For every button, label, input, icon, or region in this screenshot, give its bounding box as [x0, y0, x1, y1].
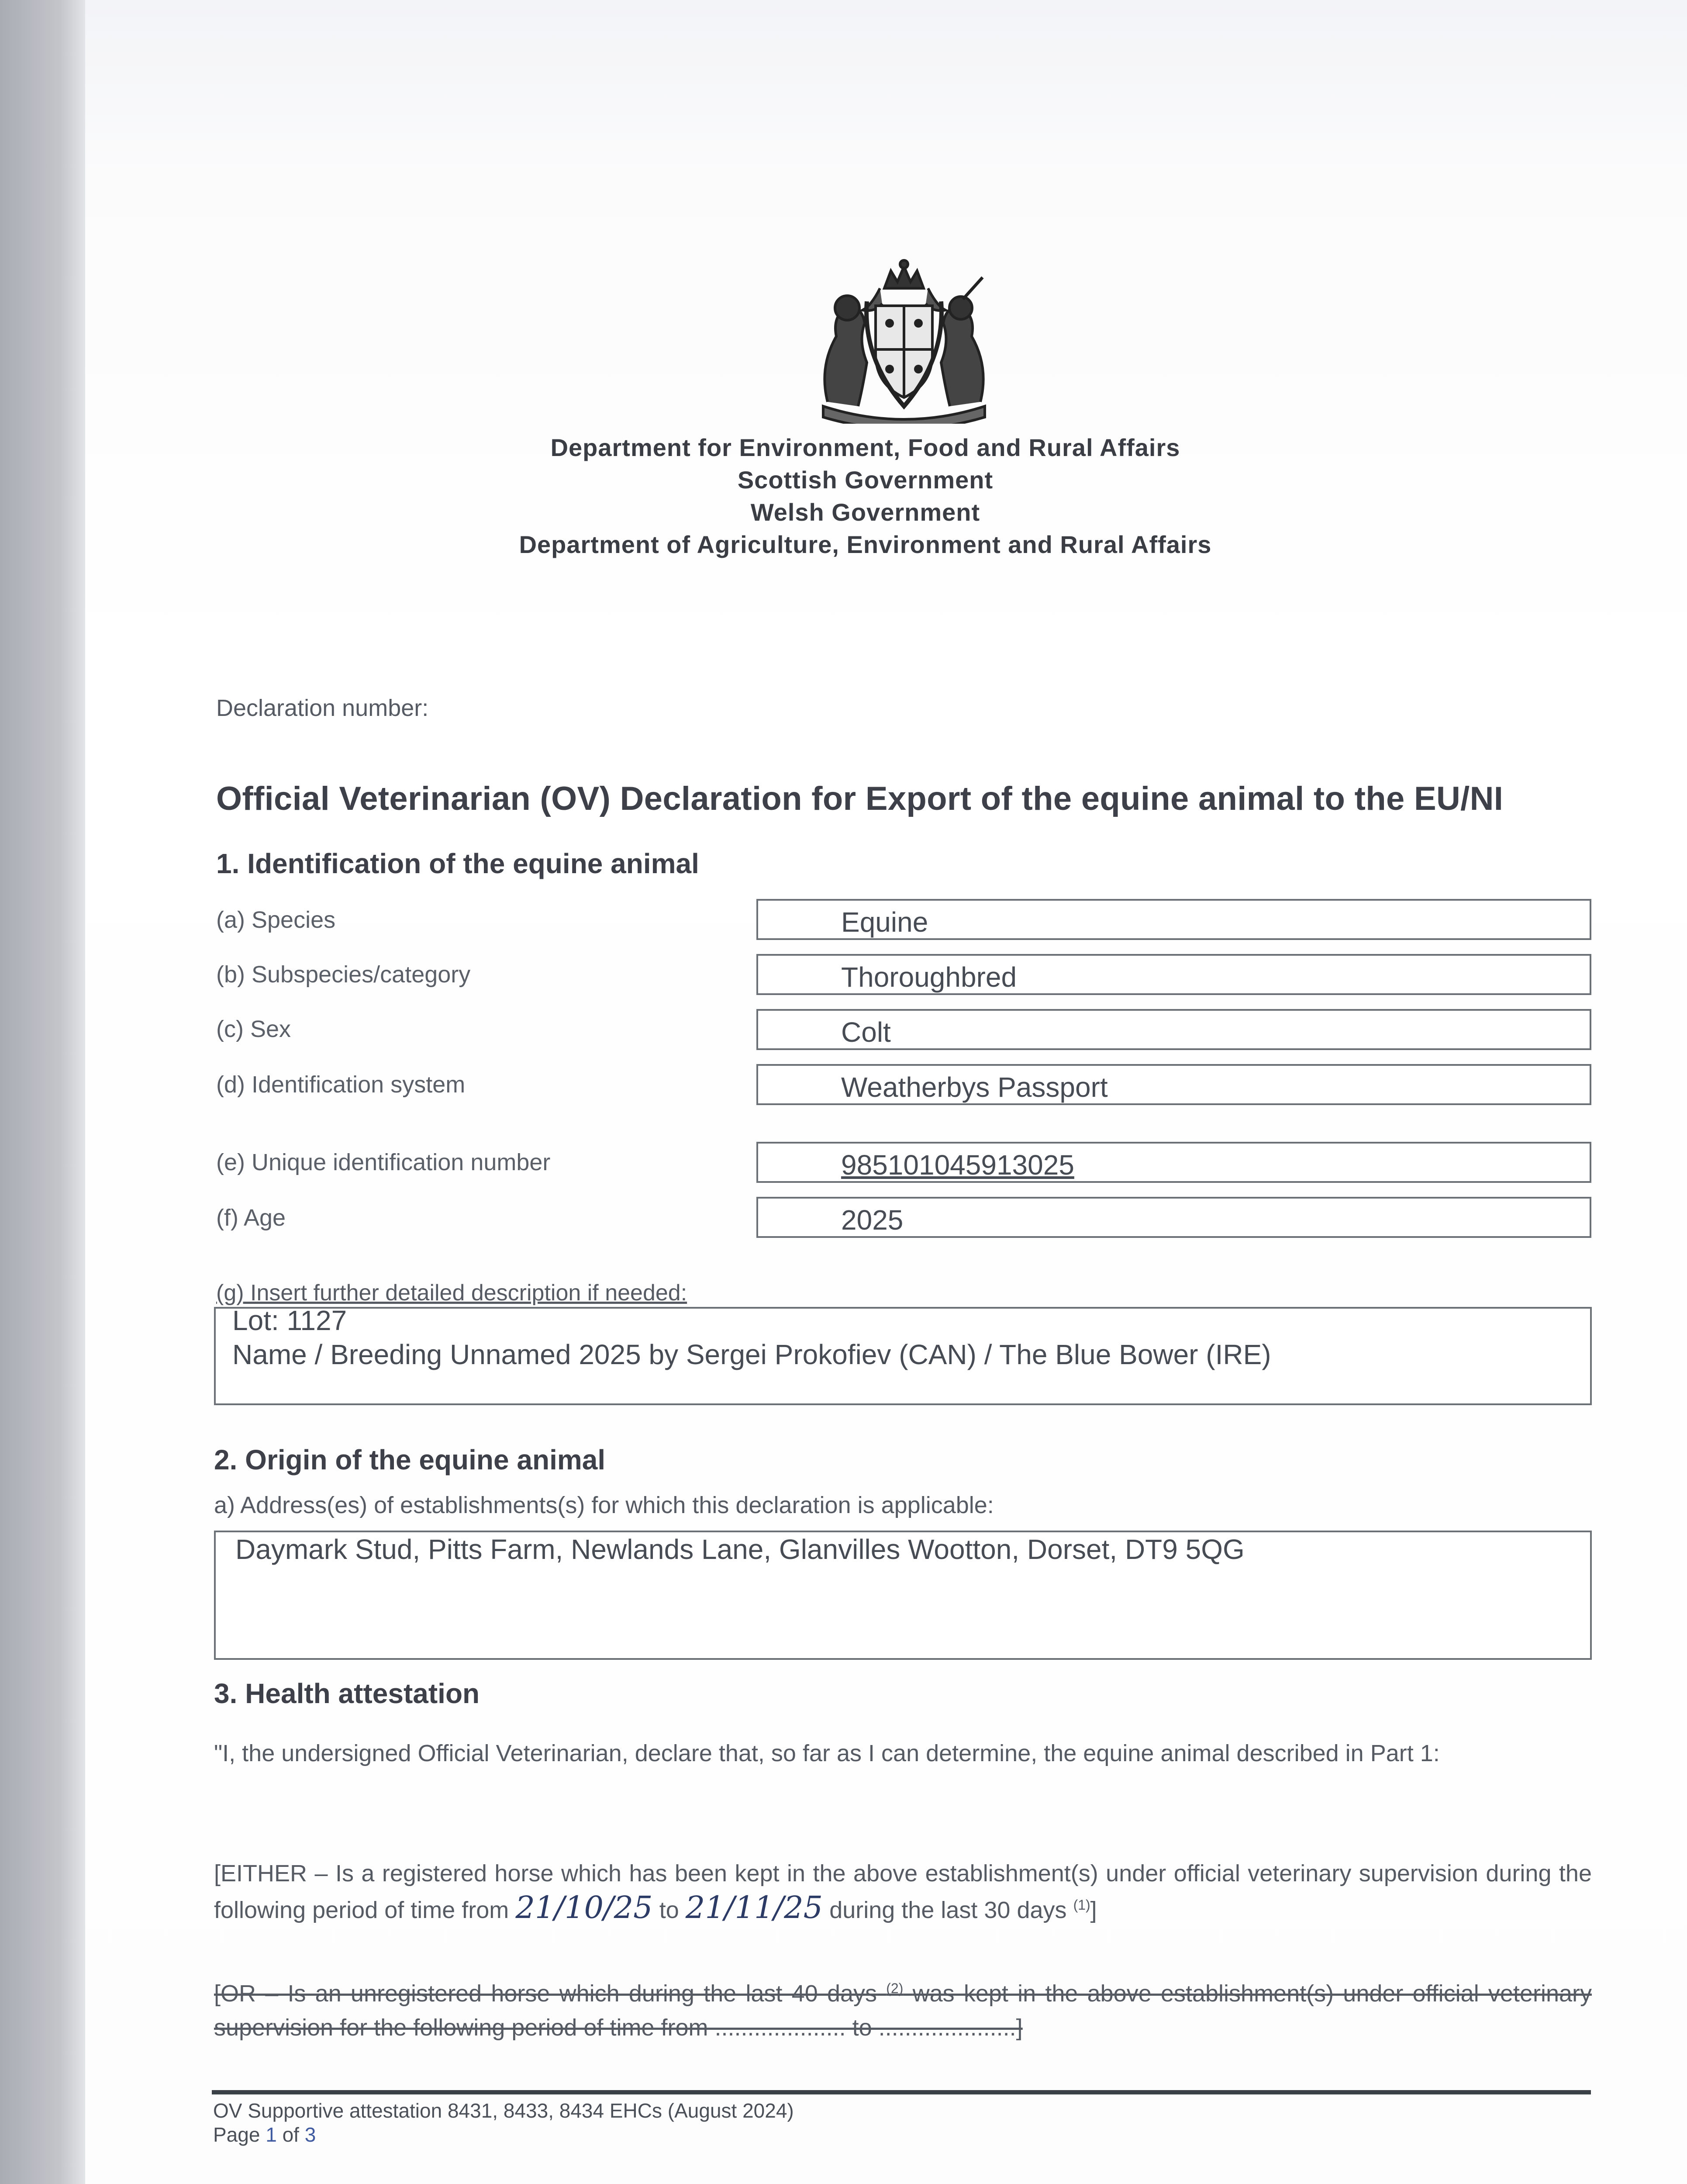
attestation-or-struck [214, 1977, 1592, 2045]
footnote-2: (2) [886, 1980, 904, 1996]
attestation-either [214, 1856, 1592, 1927]
handwritten-date-from: 21/10/25 [515, 1890, 653, 1925]
species-field[interactable] [756, 899, 1591, 940]
unique-id-label: (e) Unique identification number [216, 1149, 551, 1175]
address-field[interactable] [214, 1531, 1592, 1660]
description-field[interactable] [214, 1307, 1592, 1405]
section-1-heading: 1. Identification of the equine animal [216, 848, 699, 879]
description-lot: Lot: 1127 [232, 1305, 347, 1336]
handwritten-date-to: 21/11/25 [685, 1890, 823, 1925]
age-value: 2025 [841, 1204, 904, 1236]
address-value: Daymark Stud, Pitts Farm, Newlands Lane, Glanvilles Wootton, Dorset, DT9 5QG [235, 1534, 1245, 1565]
either-closing: ] [1090, 1897, 1097, 1923]
either-text-to: to [659, 1897, 679, 1923]
sex-field[interactable] [756, 1009, 1591, 1050]
footer-page-number [213, 2123, 316, 2146]
description-label: (g) Insert further detailed description if needed: [216, 1280, 687, 1306]
identification-system-field[interactable] [756, 1064, 1591, 1105]
footnote-1: (1) [1073, 1897, 1090, 1913]
subspecies-field[interactable] [756, 954, 1591, 995]
either-text-after: during the last 30 days [829, 1897, 1067, 1923]
description-name-breeding: Name / Breeding Unnamed 2025 by Sergei Prokofiev (CAN) / The Blue Bower (IRE) [232, 1339, 1271, 1370]
subspecies-value: Thoroughbred [841, 961, 1017, 993]
dept-scottish-government: Scottish Government [737, 466, 994, 494]
or-text-after: was kept in the above establishment(s) under official veterinary supervision for the following period of time from .................... to .....................] [214, 1980, 1592, 2041]
identification-system-label: (d) Identification system [216, 1071, 466, 1098]
species-value: Equine [841, 906, 928, 938]
unique-id-field[interactable] [756, 1142, 1591, 1183]
or-text-before: [OR – Is an unregistered horse which during the last 40 days [214, 1980, 877, 2007]
subspecies-label: (b) Subspecies/category [216, 961, 471, 988]
unique-id-value: 985101045913025 [841, 1149, 1074, 1181]
section-2-heading: 2. Origin of the equine animal [214, 1444, 606, 1476]
sex-value: Colt [841, 1016, 891, 1048]
page-title: Official Veterinarian (OV) Declaration for Export of the equine animal to the EU/NI [216, 780, 1504, 817]
dept-welsh-government: Welsh Government [750, 498, 980, 526]
age-field[interactable] [756, 1197, 1591, 1238]
declaration-number-label: Declaration number: [216, 695, 429, 721]
royal-coat-of-arms-icon [810, 258, 998, 424]
identification-system-value: Weatherbys Passport [841, 1071, 1108, 1103]
dept-daera: Department of Agriculture, Environment and Rural Affairs [519, 531, 1212, 558]
species-label: (a) Species [216, 907, 336, 933]
page-prefix: Page [213, 2123, 260, 2146]
address-label: a) Address(es) of establishments(s) for which this declaration is applicable: [214, 1492, 994, 1518]
page-of: of [282, 2123, 299, 2146]
sex-label: (c) Sex [216, 1016, 291, 1042]
footer-divider [212, 2090, 1591, 2094]
either-text-before: [EITHER – Is a registered horse which has been kept in the above establishment(s) under official veterinary supervision during the following period of time from [214, 1860, 1592, 1923]
page-current: 1 [266, 2123, 277, 2146]
page-total: 3 [304, 2123, 316, 2146]
attestation-intro: "I, the undersigned Official Veterinarian, declare that, so far as I can determine, the equine animal described in Part 1: [214, 1740, 1440, 1766]
footer-attestation-ref: OV Supportive attestation 8431, 8433, 8434 EHCs (August 2024) [213, 2099, 794, 2122]
dept-defra: Department for Environment, Food and Rural Affairs [550, 434, 1180, 461]
age-label: (f) Age [216, 1205, 286, 1231]
section-3-heading: 3. Health attestation [214, 1678, 480, 1709]
